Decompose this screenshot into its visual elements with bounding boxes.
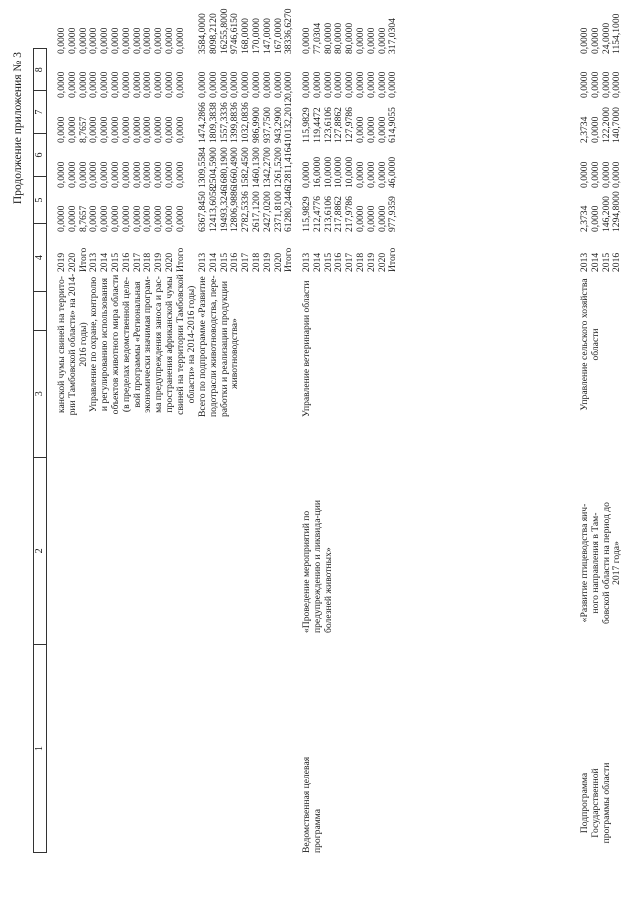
sec4-years: 2013 2014 2015 2016 (579, 252, 623, 272)
sec2-col3: Всего по подпрограмме «Развитие подотрасли животноводства, пере- работки и реализации продукции животноводства» (197, 275, 241, 417)
sec1-col6: 0,0000 0,0000 8,7657 0,0000 0,0000 0,0000 0,0000 0,0000 0,0000 0,0000 0,0000 0,0000 (56, 116, 186, 143)
sec3-col8: 0,0000 77,0304 80,0000 80,0000 80,0000 0,0000 0,0000 0,0000 317,0304 (301, 18, 399, 54)
sec2-col8: 3584,0000 8098,2120 16255,8000 9746,6150 168,0000 170,0000 147,0000 167,0000 38336,6270 (197, 8, 295, 54)
sec1-col4: 0,0000 0,0000 8,7657 0,0000 0,0000 0,0000 0,0000 0,0000 0,0000 0,0000 0,0000 0,0000 (56, 205, 186, 232)
sec1-col5: 0,0000 0,0000 0,0000 0,0000 0,0000 0,0000 0,0000 0,0000 0,0000 0,0000 0,0000 0,0000 (56, 161, 186, 188)
sec2-col7: 0,0000 0,0000 0,0000 0,0000 0,0000 0,0000 0,0000 0,0000 0,0000 (197, 71, 295, 98)
sec1-years: 2019 2020 Итого 2013 2014 2015 2016 2017 2018 2019 2020 Итого (56, 247, 186, 272)
sec4-col7: 0,0000 0,0000 0,0000 0,0000 (579, 71, 623, 98)
sec3-col6: 115,9829 119,4472 123,6106 127,8862 127,9786 0,0000 0,0000 0,0000 614,9055 (301, 107, 399, 143)
sec4-col6: 2,3734 0,0000 122,2000 140,7000 (579, 107, 623, 143)
sec1-col8: 0,0000 0,0000 0,0000 0,0000 0,0000 0,0000 0,0000 0,0000 0,0000 0,0000 0,0000 0,0000 (56, 27, 186, 54)
sec4-col5: 0,0000 0,0000 0,0000 0,0000 (579, 161, 623, 188)
sec3-col7: 0,0000 0,0000 0,0000 0,0000 0,0000 0,0000 0,0000 0,0000 0,0000 (301, 71, 399, 98)
sec3-col3: Управление ветеринарии области (301, 280, 312, 417)
sec4-col8: 0,0000 0,0000 24,0000 1154,1000 (579, 13, 623, 54)
header-col-4: 4 (34, 223, 46, 291)
sec3-col4: 115,9829 212,4776 213,6106 217,8862 217,9786 0,0000 0,0000 0,0000 977,9359 (301, 196, 399, 232)
sec2-col4: 6367,8450 12413,6058 19493,3246 12806,9886 2782,5336 2617,1200 2427,0200 2371,8100 61280,2446 (197, 186, 295, 232)
header-col-5: 5 (34, 176, 46, 223)
sec2-col6: 1474,2866 1809,3838 1557,3336 1399,8836 1032,0836 986,9900 937,7500 943,2900 10132,2012 (197, 97, 295, 143)
header-col-1: 1 (34, 644, 46, 852)
sec4-col1: Подпрограмма Государственной программы области (579, 762, 612, 844)
header-col-2: 2 (34, 457, 46, 644)
sec2-col5: 1309,5584 2504,5900 1680,1900 1660,4900 1582,4500 1460,1300 1342,2700 1261,5200 12811,4164 (197, 142, 295, 188)
header-col-6: 6 (34, 133, 46, 176)
sec1-col7: 0,0000 0,0000 0,0000 0,0000 0,0000 0,0000 0,0000 0,0000 0,0000 0,0000 0,0000 0,0000 (56, 71, 186, 98)
header-col-8: 8 (34, 67, 45, 73)
sec4-col2: «Развитие птицеводства яич- ного направления в Там- бовской области на период до 2017 года» (579, 502, 623, 624)
sec3-col5: 0,0000 16,0000 10,0000 10,0000 10,0000 0,0000 0,0000 0,0000 46,0000 (301, 156, 399, 188)
header-col-4a (34, 291, 46, 330)
sec1-col3: канской чумы свиней на террито- рии Тамбовской области» на 2014- 2016 годы) Управление по охране, контролю и регулированию использования объектов животного мира области (в пределах ведомственной целе- вой программы «Региональная экономически значимая програм- ма предупреждения заноса и рас- пространения африканской чумы свиней на территории Тамбовской области» на 2014-2016 годы) (56, 273, 197, 416)
column-number-header (33, 48, 47, 853)
header-col-3: 3 (34, 330, 46, 457)
sec4-col4: 2,3734 0,0000 146,2000 1294,8000 (579, 191, 623, 232)
appendix-caption: Продолжение приложения № 3 (12, 52, 24, 205)
sec3-col1: Ведомственная целевая программа (301, 756, 323, 853)
sec3-col2: «Проведение мероприятий по предупреждению и ликвида-ции болезней животных» (301, 499, 334, 633)
sec3-years: 2013 2014 2015 2016 2017 2018 2019 2020 Итого (301, 247, 399, 272)
header-col-7: 7 (34, 90, 46, 132)
sec2-years: 2013 2014 2015 2016 2017 2018 2019 2020 Итого (197, 247, 295, 272)
sec4-col3: Управление сельского хозяйства области (579, 278, 601, 411)
